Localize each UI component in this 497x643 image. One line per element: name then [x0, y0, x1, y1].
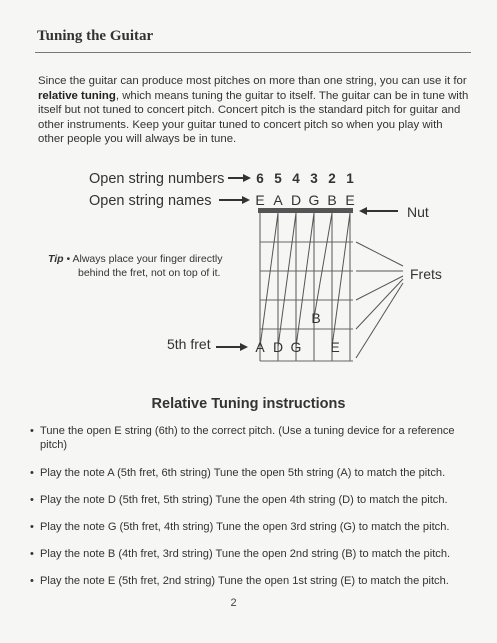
bullet: • [30, 548, 34, 560]
bullet: • [30, 494, 34, 506]
list-item [30, 574, 470, 588]
string-name-3: G [308, 192, 320, 208]
instructions-list [30, 424, 470, 588]
bullet: • [30, 521, 34, 533]
string-name-6: E [255, 192, 265, 208]
list-item [30, 424, 470, 452]
instruction-text: Play the note B (4th fret, 3rd string) Tune the open 2nd string (B) to match the pitch. [40, 548, 451, 560]
tip-text-line2: behind the fret, not on top of it. [78, 266, 221, 279]
intro-paragraph [38, 74, 470, 147]
list-item [30, 466, 470, 480]
frets-label: Frets [410, 266, 442, 282]
tuning-connection-lines [260, 213, 350, 347]
intro-text-start: Since the guitar can produce most pitches on more than one string, you can use it for [38, 75, 467, 87]
string-name-4: D [290, 192, 302, 208]
arrow-string-numbers [228, 174, 251, 182]
string-number-2: 2 [328, 171, 336, 186]
nut [258, 208, 353, 213]
fifth-fret-note-g: G [290, 339, 302, 355]
open-string-names-label: Open string names [89, 193, 212, 209]
tip-label: Tip [48, 253, 64, 265]
open-string-numbers-label: Open string numbers [89, 171, 225, 187]
title-divider [35, 52, 471, 53]
tip-text-line1: • Always place your finger directly [66, 253, 223, 265]
instruction-text: Play the note A (5th fret, 6th string) Tune the open 5th string (A) to match the pitch. [40, 467, 446, 479]
bullet: • [30, 575, 34, 587]
arrow-fifth-fret [216, 343, 248, 351]
string-name-1: E [345, 192, 355, 208]
arrow-nut [359, 207, 398, 215]
fifth-fret-notes [255, 339, 339, 355]
instruction-text: Play the note G (5th fret, 4th string) Tune the open 3rd string (G) to match the pitch. [40, 521, 450, 533]
intro-text-end: , which means tuning the guitar to itself. The guitar can be in tune with itself but not tuned to concert pitch. Concert pitch is the standard pitch for guitar and other instruments. Keep your guitar tuned to concert pitch so when you play with other people you will always be in tune. [38, 89, 469, 145]
arrow-string-names [219, 196, 250, 204]
instruction-text: Play the note D (5th fret, 5th string) Tune the open 4th string (D) to match the pitch. [40, 494, 448, 506]
string-names [255, 192, 354, 208]
nut-label: Nut [407, 204, 429, 220]
list-item [30, 520, 470, 534]
list-item [30, 547, 470, 561]
fret-pointer-lines [356, 242, 403, 358]
string-number-4: 4 [292, 171, 300, 186]
instructions-heading: Relative Tuning instructions [151, 396, 346, 412]
string-numbers [256, 171, 354, 186]
bullet: • [30, 467, 34, 479]
instruction-text: Play the note E (5th fret, 2nd string) Tune the open 1st string (E) to match the pitch. [40, 575, 449, 587]
page-number: 2 [230, 597, 237, 609]
bullet: • [30, 425, 34, 437]
fifth-fret-note-a: A [255, 339, 265, 355]
fifth-fret-note-d: D [272, 339, 284, 355]
string-name-2: B [327, 192, 337, 208]
intro-bold-term: relative tuning [38, 89, 116, 102]
string-name-5: A [273, 192, 283, 208]
fourth-fret-note-b: B [311, 310, 321, 326]
page-title: Tuning the Guitar [37, 28, 154, 44]
string-number-1: 1 [346, 171, 354, 186]
string-number-3: 3 [310, 171, 318, 186]
string-number-6: 6 [256, 171, 264, 186]
fifth-fret-label: 5th fret [167, 336, 211, 352]
instruction-text: Tune the open E string (6th) to the correct pitch. (Use a tuning device for a reference pitch) [40, 425, 455, 451]
list-item [30, 493, 470, 507]
fifth-fret-note-e: E [330, 339, 340, 355]
string-number-5: 5 [274, 171, 282, 186]
tip-note [48, 253, 258, 280]
